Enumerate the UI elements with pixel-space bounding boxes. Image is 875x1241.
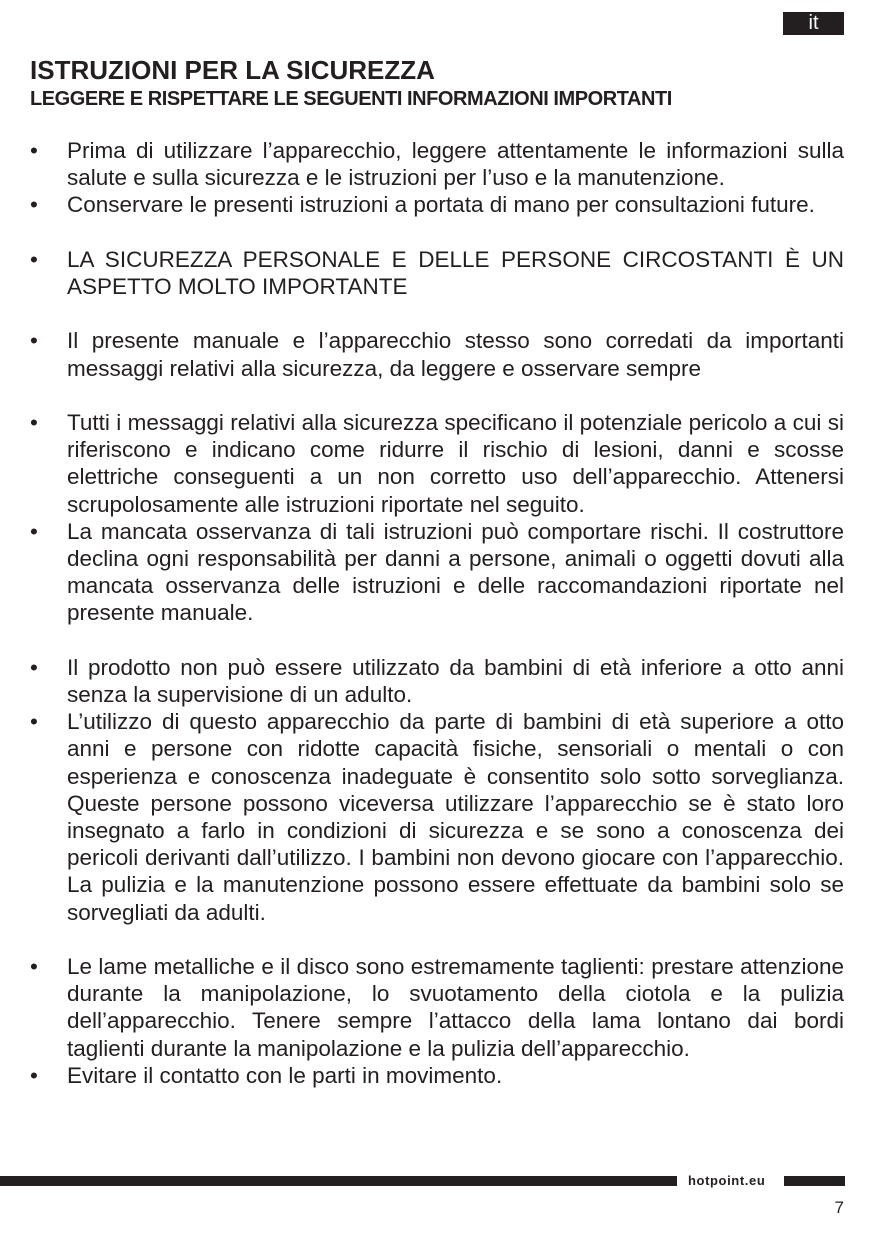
list-item-text: LA SICUREZZA PERSONALE E DELLE PERSONE CIRCOSTANTI È UN ASPETTO MOLTO IMPORTANTE — [67, 246, 844, 299]
list-item — [30, 953, 844, 1062]
footer-divider-right — [784, 1176, 845, 1186]
bullet-icon: • — [30, 709, 38, 735]
list-item-text: Il prodotto non può essere utilizzato da bambini di età inferiore a otto anni senza la supervisione di un adulto. — [67, 654, 844, 707]
list-item — [30, 654, 844, 708]
list-item — [30, 246, 844, 300]
list-item — [30, 708, 844, 926]
bullet-icon: • — [30, 954, 38, 980]
footer-divider-left — [0, 1176, 677, 1186]
list-item — [30, 518, 844, 627]
list-item — [30, 409, 844, 518]
footer-brand: hotpoint.eu — [688, 1173, 766, 1188]
list-item-text: Prima di utilizzare l’apparecchio, leggere attentamente le informazioni sulla salute e sulla sicurezza e le istruzioni per l’uso e la manutenzione. — [67, 138, 844, 191]
page-number: 7 — [834, 1198, 844, 1217]
list-item-text: La mancata osservanza di tali istruzioni può comportare rischi. Il costruttore declina ogni responsabilità per danni a persone, animali o oggetti dovuti alla mancata osservanza delle istruzioni e delle raccomandazioni riportate nel presente manuale. — [67, 518, 844, 626]
safety-instructions — [30, 137, 844, 1089]
page-title: ISTRUZIONI PER LA SICUREZZA — [30, 55, 435, 85]
list-item-text: Conservare le presenti istruzioni a portata di mano per consultazioni future. — [67, 192, 815, 218]
list-item-text: Il presente manuale e l’apparecchio stesso sono corredati da importanti messaggi relativi alla sicurezza, da leggere e osservare sempre — [67, 328, 844, 381]
bullet-icon: • — [30, 409, 38, 435]
page-subtitle: LEGGERE E RISPETTARE LE SEGUENTI INFORMAZIONI IMPORTANTI — [30, 88, 672, 110]
list-item-text: Tutti i messaggi relativi alla sicurezza specificano il potenziale pericolo a cui si riferiscono e indicano come ridurre il rischio di lesioni, danni e scosse elettriche conseguenti a un non corretto uso dell’apparecchio. Attenersi scrupolosamente alle istruzioni riportate nel seguito. — [67, 409, 844, 517]
bullet-icon: • — [30, 192, 38, 218]
bullet-icon: • — [30, 1062, 38, 1088]
list-item — [30, 1062, 844, 1089]
bullet-icon: • — [30, 246, 38, 272]
bullet-icon: • — [30, 654, 38, 680]
list-item — [30, 137, 844, 191]
bullet-icon: • — [30, 328, 38, 354]
bullet-icon: • — [30, 138, 38, 163]
list-item-text: L’utilizzo di questo apparecchio da parte di bambini di età superiore a otto anni e persone con ridotte capacità fisiche, sensoriali o mentali o con esperienza e conoscenza inadeguate è consentito solo sotto sorveglianza. Queste persone possono viceversa utilizzare l’apparecchio se è stato loro insegnato a farlo in condizioni di sicurezza e se sono a conoscenza dei pericoli derivanti dall’utilizzo. I bambini non devono giocare con l’apparecchio. La pulizia e la manutenzione possono essere effettuate da bambini solo se sorvegliati da adulti. — [67, 709, 844, 925]
list-item — [30, 327, 844, 381]
bullet-list — [30, 137, 844, 1089]
list-item-text: Evitare il contatto con le parti in movimento. — [67, 1062, 503, 1088]
bullet-icon: • — [30, 518, 38, 544]
list-item — [30, 191, 844, 218]
language-tab: it — [783, 12, 844, 35]
list-item-text: Le lame metalliche e il disco sono estremamente taglienti: prestare attenzione durante la manipolazione, lo svuotamento della ciotola e la pulizia dell’apparecchio. Tenere sempre l’attacco della lama lontano dai bordi taglienti durante la manipolazione e la pulizia dell’apparecchio. — [67, 954, 844, 1061]
